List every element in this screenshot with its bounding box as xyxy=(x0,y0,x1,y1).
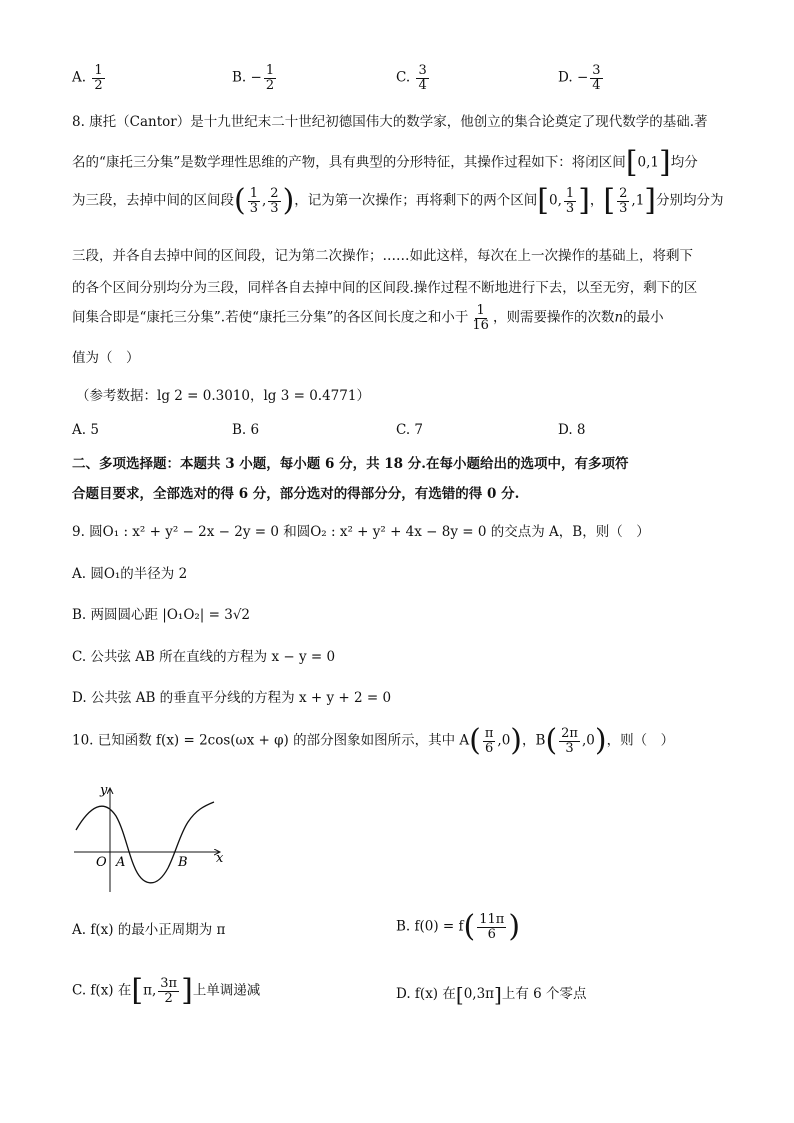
y-axis-label: y xyxy=(100,783,108,798)
q7-option-a: A. $\frac{1}{2}$ xyxy=(72,63,103,93)
q8-line-3: 为三段，去掉中间的区间段( $\frac{1}{3}$ , $\frac{2}{3}$ )，记为第一次操作；再将剩下的两个区间[0, $\frac{1}{3}$ ]，[ $\frac{2}{3}$ ,1]分别均分为 xyxy=(72,183,724,218)
q8-line-6: 间集合即是“康托三分集”.若使“康托三分集”的各区间长度之和小于 $\frac{1}{16}$ ，则需要操作的次数n的最小 xyxy=(72,303,664,333)
point-b-label: B xyxy=(178,855,188,870)
q9-stem: 9. 圆O₁ : x² + y² − 2x − 2y = 0 和圆O₂ : x² + y² + 4x − 8y = 0 的交点为 A，B，则（ ） xyxy=(72,524,650,540)
q9-option-b: B. 两圆圆心距 |O₁O₂| = 3√2 xyxy=(72,607,251,623)
q7-option-c: C. $\frac{3}{4}$ xyxy=(396,63,427,93)
q8-line-5: 的各个区间分别均分为三段，同样各自去掉中间的区间段.操作过程不断地进行下去，以至无穷，剩下的区 xyxy=(72,280,698,296)
q10-stem: 10. 已知函数 f(x) = 2cos(ωx + φ) 的部分图象如图所示，其中 A( $\frac{\pi}{6}$ ,0)，B( $\frac{2\pi}{3}$ ,0)，则（ ） xyxy=(72,723,675,758)
q10-option-a: A. f(x) 的最小正周期为 π xyxy=(72,922,226,938)
q8-option-b: B. 6 xyxy=(232,422,260,438)
q9-option-c: C. 公共弦 AB 所在直线的方程为 x − y = 0 xyxy=(72,649,336,665)
q8-line-7: 值为（ ） xyxy=(72,350,140,366)
origin-label: O xyxy=(96,855,107,870)
q8-option-d: D. 8 xyxy=(558,422,586,438)
q8-line-4: 三段，并各自去掉中间的区间段，记为第二次操作；……如此这样，每次在上一次操作的基础上，将剩下 xyxy=(72,248,693,264)
q10-option-b: B. f(0) = f( $\frac{11\pi}{6}$ ) xyxy=(396,909,521,944)
q10-option-c: C. f(x) 在[π, $\frac{3\pi}{2}$ ]上单调递减 xyxy=(72,973,261,1008)
x-axis-label: x xyxy=(216,851,224,866)
q8-line-2: 名的“康托三分集”是数学理性思维的产物，具有典型的分形特征，其操作过程如下：将闭区间[0,1]均分 xyxy=(72,145,698,180)
point-a-label: A xyxy=(116,855,126,870)
cosine-graph xyxy=(70,780,230,895)
cosine-curve xyxy=(76,802,214,883)
q7-option-d: D. − $\frac{3}{4}$ xyxy=(558,63,601,93)
q9-option-d: D. 公共弦 AB 的垂直平分线的方程为 x + y + 2 = 0 xyxy=(72,690,392,706)
q8-reference-data: （参考数据：lg 2 = 0.3010，lg 3 = 0.4771） xyxy=(76,388,370,404)
q7-option-b: B. − $\frac{1}{2}$ xyxy=(232,63,275,93)
section-2-heading-line-2: 合题目要求，全部选对的得 6 分，部分选对的得部分分，有选错的得 0 分. xyxy=(72,486,520,502)
section-2-heading-line-1: 二、多项选择题：本题共 3 小题，每小题 6 分，共 18 分.在每小题给出的选项中，有多项符 xyxy=(72,456,629,472)
q8-option-c: C. 7 xyxy=(396,422,424,438)
q8-line-1: 8. 康托（Cantor）是十九世纪末二十世纪初德国伟大的数学家，他创立的集合论奠定了现代数学的基础.著 xyxy=(72,114,708,130)
q9-option-a: A. 圆O₁的半径为 2 xyxy=(72,566,188,582)
q10-option-d: D. f(x) 在[0,3π]上有 6 个零点 xyxy=(396,982,587,1007)
q8-option-a: A. 5 xyxy=(72,422,99,438)
